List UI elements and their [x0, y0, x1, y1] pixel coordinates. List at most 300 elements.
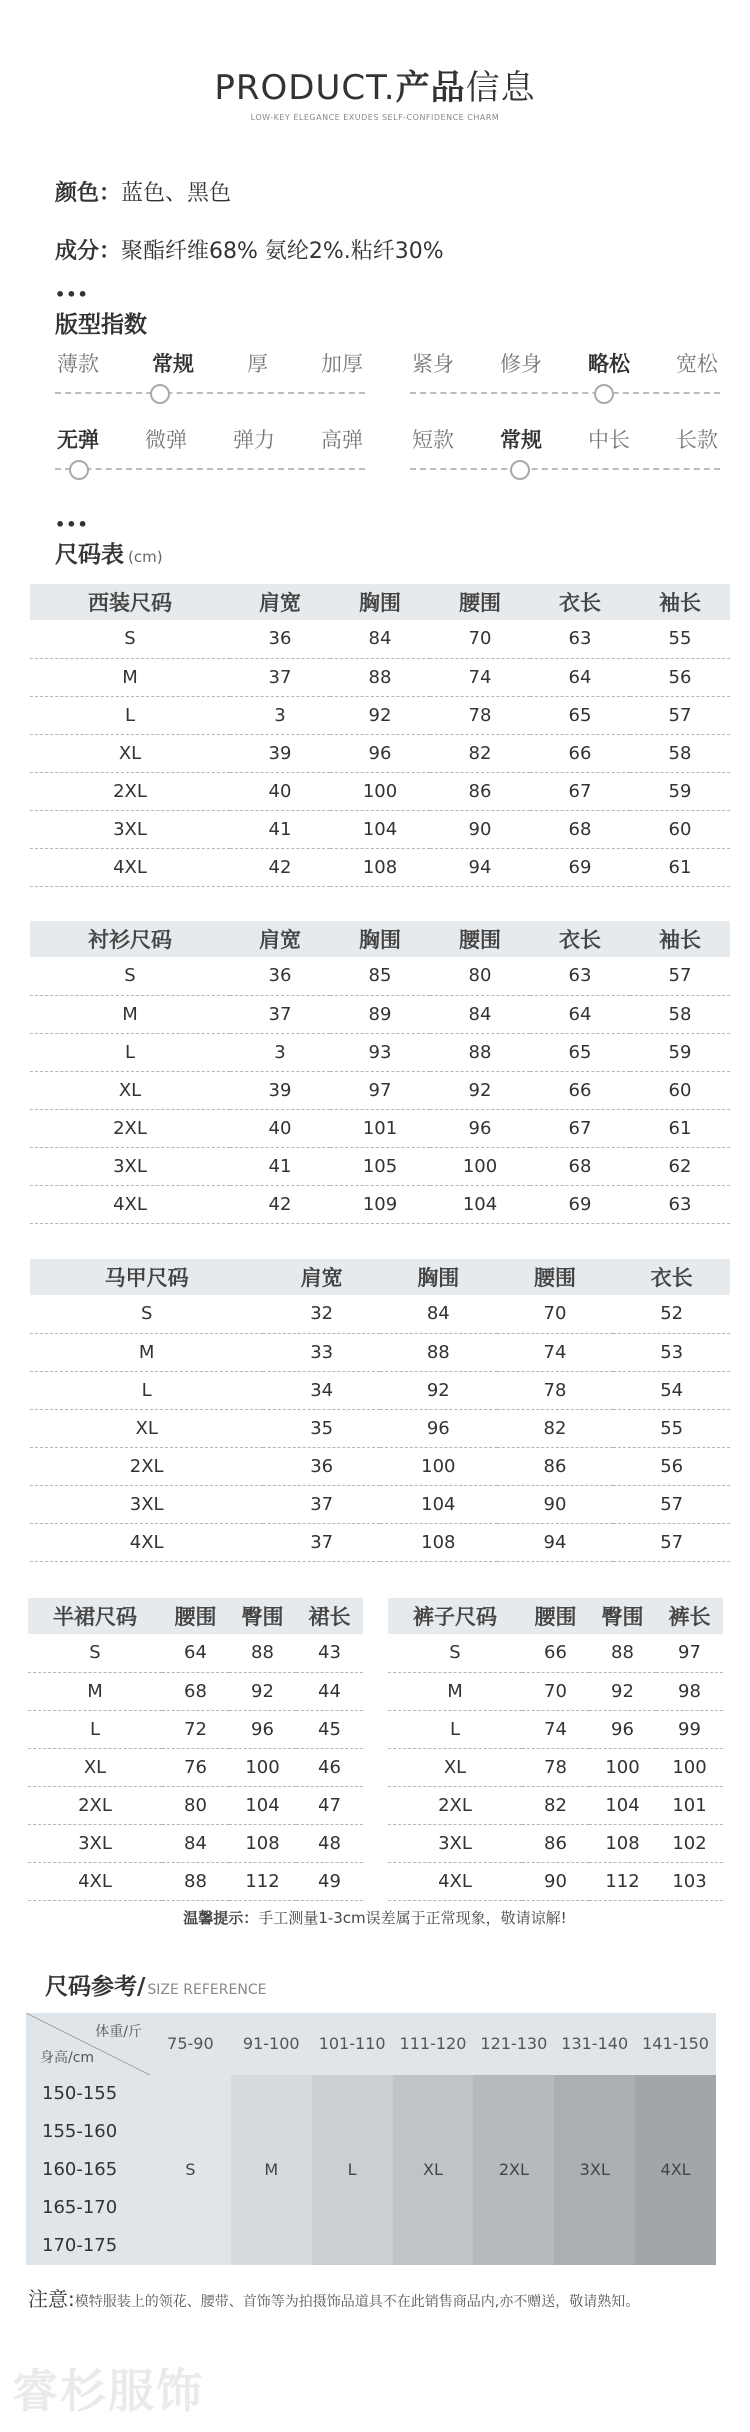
table-cell: 100	[229, 1748, 296, 1786]
table-cell: 42	[230, 1185, 330, 1223]
table-cell: M	[30, 1333, 263, 1371]
height-label: 150-155	[42, 2083, 118, 2104]
table-cell: 4XL	[30, 1185, 230, 1223]
table-cell: 55	[630, 620, 730, 658]
table-row	[30, 1147, 730, 1185]
table-cell: 33	[263, 1333, 380, 1371]
table-cell: S	[388, 1634, 522, 1672]
table-cell: M	[28, 1672, 162, 1710]
table-cell: 61	[630, 848, 730, 886]
table-row	[30, 957, 730, 995]
table-cell: 82	[497, 1409, 614, 1447]
table-row	[388, 1672, 723, 1710]
table-cell: 59	[630, 772, 730, 810]
table-cell: 84	[380, 1295, 497, 1333]
table-cell: 44	[296, 1672, 363, 1710]
scale-label: 修身	[500, 352, 542, 376]
table-cell: 86	[522, 1824, 589, 1862]
table-header-row	[30, 1259, 730, 1295]
table-cell: 80	[162, 1786, 229, 1824]
table-cell: 92	[430, 1071, 530, 1109]
table-cell: 65	[530, 1033, 630, 1071]
table-row	[30, 1447, 730, 1485]
scale-line	[410, 468, 720, 470]
table-cell: 96	[380, 1409, 497, 1447]
table-cell: 109	[330, 1185, 430, 1223]
scale-label: 长款	[676, 428, 718, 452]
scale-label: 常规	[500, 428, 542, 452]
table-cell: 47	[296, 1786, 363, 1824]
table-header-row	[30, 921, 730, 957]
table-row	[388, 1862, 723, 1900]
height-label: 155-160	[42, 2121, 118, 2142]
column-header: 衣长	[613, 1259, 730, 1295]
column-header: 裙长	[296, 1598, 363, 1634]
table-cell: 96	[330, 734, 430, 772]
table-cell: 3XL	[30, 1485, 263, 1523]
table-cell: 74	[522, 1710, 589, 1748]
table-cell: 2XL	[30, 1447, 263, 1485]
table-row	[30, 1185, 730, 1223]
table-cell: 3	[230, 1033, 330, 1071]
size-reference-chart	[26, 2013, 716, 2265]
scale-label: 高弹	[321, 428, 363, 452]
scale-marker	[510, 460, 530, 480]
column-header: 胸围	[330, 584, 430, 620]
table-row	[28, 1634, 363, 1672]
fit-section-dots: •••	[55, 285, 89, 304]
table-cell: 41	[230, 810, 330, 848]
table-row	[30, 848, 730, 886]
table-cell: 69	[530, 1185, 630, 1223]
table-cell: 67	[530, 1109, 630, 1147]
table-cell: 69	[530, 848, 630, 886]
table-cell: 94	[430, 848, 530, 886]
table-cell: 3XL	[388, 1824, 522, 1862]
table-cell: 74	[430, 658, 530, 696]
table-cell: 78	[497, 1371, 614, 1409]
weight-label: 131-140	[561, 2034, 629, 2053]
table-cell: 88	[330, 658, 430, 696]
scale-line	[55, 468, 365, 470]
scale-label: 短款	[412, 428, 454, 452]
size-band: S	[150, 2075, 231, 2265]
table-cell: 70	[430, 620, 530, 658]
table-row	[28, 1710, 363, 1748]
table-cell: 100	[589, 1748, 656, 1786]
table-cell: 37	[263, 1485, 380, 1523]
column-header: 臀围	[589, 1598, 656, 1634]
table-cell: 34	[263, 1371, 380, 1409]
table-cell: 96	[589, 1710, 656, 1748]
scale-label: 弹力	[233, 428, 275, 452]
table-cell: 88	[430, 1033, 530, 1071]
column-header: 胸围	[380, 1259, 497, 1295]
table-row	[30, 1333, 730, 1371]
table-cell: 48	[296, 1824, 363, 1862]
weight-label: 121-130	[480, 2034, 548, 2053]
table-cell: 102	[656, 1824, 723, 1862]
table-cell: 3	[230, 696, 330, 734]
table-cell: 103	[656, 1862, 723, 1900]
table-cell: XL	[30, 1409, 263, 1447]
size-reference-title: 尺码参考/ SIZE REFERENCE	[45, 1974, 267, 2000]
column-header: 肩宽	[263, 1259, 380, 1295]
table-cell: 93	[330, 1033, 430, 1071]
model-note: 注意:模特服装上的领花、腰带、首饰等为拍摄饰品道具不在此销售商品内,亦不赠送，敬请熟知。	[28, 2287, 640, 2311]
table-cell: 70	[522, 1672, 589, 1710]
column-header: 腰围	[497, 1259, 614, 1295]
table-cell: 101	[330, 1109, 430, 1147]
table-cell: 60	[630, 810, 730, 848]
table-cell: 99	[656, 1710, 723, 1748]
measurement-tip: 温馨提示：手工测量1-3cm误差属于正常现象，敬请谅解!	[183, 1909, 567, 1927]
weight-label: 101-110	[318, 2034, 386, 2053]
table-cell: 82	[430, 734, 530, 772]
table-cell: 62	[630, 1147, 730, 1185]
table-cell: 37	[263, 1523, 380, 1561]
shirt-size-table	[30, 921, 730, 1224]
table-cell: 66	[530, 734, 630, 772]
column-header: 肩宽	[230, 584, 330, 620]
table-row	[30, 1071, 730, 1109]
column-header: 西装尺码	[30, 584, 230, 620]
table-cell: 58	[630, 734, 730, 772]
table-cell: 89	[330, 995, 430, 1033]
table-cell: 76	[162, 1748, 229, 1786]
table-cell: 64	[530, 995, 630, 1033]
vest-size-table	[30, 1259, 730, 1562]
table-row	[30, 810, 730, 848]
table-cell: L	[28, 1710, 162, 1748]
table-cell: 4XL	[30, 848, 230, 886]
table-row	[30, 772, 730, 810]
weight-label: 111-120	[399, 2034, 467, 2053]
table-cell: 57	[613, 1523, 730, 1561]
table-row	[28, 1786, 363, 1824]
table-cell: 90	[430, 810, 530, 848]
table-cell: 4XL	[388, 1862, 522, 1900]
height-label: 170-175	[42, 2235, 118, 2256]
table-cell: S	[28, 1634, 162, 1672]
table-row	[30, 1485, 730, 1523]
height-list	[26, 2075, 150, 2265]
table-cell: 3XL	[30, 810, 230, 848]
table-cell: 100	[656, 1748, 723, 1786]
size-band: L	[312, 2075, 393, 2265]
table-cell: XL	[30, 1071, 230, 1109]
table-cell: 32	[263, 1295, 380, 1333]
table-cell: 104	[430, 1185, 530, 1223]
table-cell: 100	[380, 1447, 497, 1485]
table-cell: 104	[229, 1786, 296, 1824]
table-cell: XL	[30, 734, 230, 772]
table-cell: 56	[630, 658, 730, 696]
table-cell: 60	[630, 1071, 730, 1109]
table-cell: 57	[630, 957, 730, 995]
table-cell: 59	[630, 1033, 730, 1071]
table-cell: 104	[380, 1485, 497, 1523]
table-cell: 88	[589, 1634, 656, 1672]
table-cell: 64	[530, 658, 630, 696]
column-header: 马甲尺码	[30, 1259, 263, 1295]
table-cell: 4XL	[30, 1523, 263, 1561]
table-cell: 68	[530, 810, 630, 848]
table-row	[30, 696, 730, 734]
table-cell: 63	[630, 1185, 730, 1223]
table-cell: 2XL	[28, 1786, 162, 1824]
table-cell: 86	[430, 772, 530, 810]
column-header: 肩宽	[230, 921, 330, 957]
scale-marker	[150, 384, 170, 404]
column-header: 半裙尺码	[28, 1598, 162, 1634]
table-cell: M	[30, 658, 230, 696]
table-cell: 84	[430, 995, 530, 1033]
table-row	[30, 1033, 730, 1071]
table-header-row	[28, 1598, 363, 1634]
column-header: 腰围	[430, 921, 530, 957]
scale-line	[55, 392, 365, 394]
table-row	[30, 995, 730, 1033]
scale-label: 宽松	[676, 352, 718, 376]
table-cell: 66	[522, 1634, 589, 1672]
table-cell: 36	[230, 957, 330, 995]
column-header: 胸围	[330, 921, 430, 957]
table-cell: 2XL	[30, 1109, 230, 1147]
table-cell: 42	[230, 848, 330, 886]
table-cell: 112	[229, 1862, 296, 1900]
brand-watermark: 睿杉服饰	[12, 2364, 204, 2418]
table-row	[30, 1523, 730, 1561]
size-band: M	[231, 2075, 312, 2265]
table-row	[388, 1634, 723, 1672]
column-header: 臀围	[229, 1598, 296, 1634]
table-cell: 49	[296, 1862, 363, 1900]
table-cell: S	[30, 620, 230, 658]
table-row	[30, 1109, 730, 1147]
table-cell: 57	[630, 696, 730, 734]
table-row	[28, 1672, 363, 1710]
column-header: 腰围	[162, 1598, 229, 1634]
table-cell: 84	[330, 620, 430, 658]
table-cell: 61	[630, 1109, 730, 1147]
table-cell: 108	[589, 1824, 656, 1862]
table-cell: 66	[530, 1071, 630, 1109]
column-header: 裤子尺码	[388, 1598, 522, 1634]
weight-label: 91-100	[242, 2034, 300, 2053]
table-row	[30, 620, 730, 658]
table-cell: 70	[497, 1295, 614, 1333]
table-cell: 65	[530, 696, 630, 734]
column-header: 裤长	[656, 1598, 723, 1634]
table-cell: 41	[230, 1147, 330, 1185]
size-band: 3XL	[554, 2075, 635, 2265]
table-cell: 74	[497, 1333, 614, 1371]
table-cell: XL	[388, 1748, 522, 1786]
table-cell: 43	[296, 1634, 363, 1672]
column-header: 腰围	[430, 584, 530, 620]
table-row	[388, 1824, 723, 1862]
table-header-row	[30, 584, 730, 620]
length-scale	[410, 424, 720, 504]
suit-size-table	[30, 584, 730, 887]
page-subtitle: LOW-KEY ELEGANCE EXUDES SELF-CONFIDENCE CHARM	[250, 113, 500, 122]
table-row	[28, 1862, 363, 1900]
scale-line	[410, 392, 720, 394]
table-cell: 56	[613, 1447, 730, 1485]
table-cell: 82	[522, 1786, 589, 1824]
table-cell: 108	[330, 848, 430, 886]
column-header: 衬衫尺码	[30, 921, 230, 957]
scale-label: 紧身	[412, 352, 454, 376]
table-cell: 40	[230, 1109, 330, 1147]
column-header: 衣长	[530, 584, 630, 620]
table-cell: L	[30, 1033, 230, 1071]
scale-marker	[594, 384, 614, 404]
table-cell: 92	[380, 1371, 497, 1409]
column-header: 袖长	[630, 921, 730, 957]
table-cell: 55	[613, 1409, 730, 1447]
table-cell: 90	[497, 1485, 614, 1523]
table-cell: M	[388, 1672, 522, 1710]
scale-marker	[69, 460, 89, 480]
table-cell: 96	[229, 1710, 296, 1748]
size-band: XL	[393, 2075, 474, 2265]
table-cell: 88	[380, 1333, 497, 1371]
table-cell: 64	[162, 1634, 229, 1672]
color-property: 颜色：蓝色、黑色	[55, 181, 232, 206]
page-title: PRODUCT.产品信息	[214, 68, 536, 108]
table-cell: 39	[230, 1071, 330, 1109]
elasticity-scale	[55, 424, 365, 504]
table-row	[30, 1371, 730, 1409]
table-cell: 53	[613, 1333, 730, 1371]
table-cell: 92	[330, 696, 430, 734]
table-cell: 101	[656, 1786, 723, 1824]
table-cell: 72	[162, 1710, 229, 1748]
table-cell: 88	[162, 1862, 229, 1900]
table-row	[28, 1824, 363, 1862]
scale-label: 加厚	[321, 352, 363, 376]
size-band: 4XL	[635, 2075, 716, 2265]
scale-label: 厚	[247, 352, 268, 376]
scale-label: 略松	[588, 352, 630, 376]
height-label: 160-165	[42, 2159, 118, 2180]
table-cell: 85	[330, 957, 430, 995]
scale-label: 常规	[152, 352, 194, 376]
fit-section-title: 版型指数	[55, 312, 147, 338]
table-cell: 35	[263, 1409, 380, 1447]
column-header: 袖长	[630, 584, 730, 620]
product-header	[0, 60, 750, 122]
table-cell: 68	[530, 1147, 630, 1185]
table-cell: 37	[230, 995, 330, 1033]
reference-corner: 体重/斤 身高/cm	[26, 2013, 150, 2075]
scale-label: 无弹	[57, 428, 99, 452]
table-cell: 68	[162, 1672, 229, 1710]
table-cell: S	[30, 957, 230, 995]
table-cell: L	[388, 1710, 522, 1748]
table-cell: 40	[230, 772, 330, 810]
table-cell: 57	[613, 1485, 730, 1523]
table-cell: 46	[296, 1748, 363, 1786]
table-cell: 97	[656, 1634, 723, 1672]
table-cell: 108	[380, 1523, 497, 1561]
table-cell: 54	[613, 1371, 730, 1409]
scale-label: 中长	[588, 428, 630, 452]
table-cell: 104	[589, 1786, 656, 1824]
table-cell: 88	[229, 1634, 296, 1672]
table-row	[28, 1748, 363, 1786]
fit-scale	[410, 348, 720, 428]
table-cell: XL	[28, 1748, 162, 1786]
skirt-size-table	[28, 1598, 363, 1901]
height-label: 165-170	[42, 2197, 118, 2218]
size-section-title: 尺码表 (cm)	[55, 542, 163, 568]
scale-label: 微弹	[145, 428, 187, 452]
thickness-scale	[55, 348, 365, 428]
table-cell: 52	[613, 1295, 730, 1333]
table-cell: 67	[530, 772, 630, 810]
size-band: 2XL	[473, 2075, 554, 2265]
table-cell: 39	[230, 734, 330, 772]
table-row	[30, 1295, 730, 1333]
table-cell: 36	[263, 1447, 380, 1485]
table-cell: 108	[229, 1824, 296, 1862]
table-cell: 97	[330, 1071, 430, 1109]
table-cell: 100	[430, 1147, 530, 1185]
table-cell: 90	[522, 1862, 589, 1900]
table-row	[30, 1409, 730, 1447]
table-cell: 2XL	[30, 772, 230, 810]
table-row	[30, 734, 730, 772]
table-cell: 98	[656, 1672, 723, 1710]
table-cell: 112	[589, 1862, 656, 1900]
table-cell: 104	[330, 810, 430, 848]
table-cell: 86	[497, 1447, 614, 1485]
material-property: 成分：聚酯纤维68% 氨纶2%.粘纤30%	[55, 239, 444, 264]
table-cell: 96	[430, 1109, 530, 1147]
table-cell: 78	[430, 696, 530, 734]
table-row	[388, 1710, 723, 1748]
table-cell: 92	[589, 1672, 656, 1710]
column-header: 衣长	[530, 921, 630, 957]
table-cell: 105	[330, 1147, 430, 1185]
table-row	[30, 658, 730, 696]
table-cell: 94	[497, 1523, 614, 1561]
table-cell: S	[30, 1295, 263, 1333]
table-cell: 4XL	[28, 1862, 162, 1900]
column-header: 腰围	[522, 1598, 589, 1634]
table-cell: 92	[229, 1672, 296, 1710]
table-row	[388, 1748, 723, 1786]
table-cell: L	[30, 696, 230, 734]
table-cell: 3XL	[30, 1147, 230, 1185]
weight-label: 141-150	[642, 2034, 709, 2053]
table-header-row	[388, 1598, 723, 1634]
table-cell: 58	[630, 995, 730, 1033]
pants-size-table	[388, 1598, 723, 1901]
table-cell: 45	[296, 1710, 363, 1748]
scale-label: 薄款	[57, 352, 99, 376]
table-cell: 100	[330, 772, 430, 810]
table-cell: 37	[230, 658, 330, 696]
table-cell: L	[30, 1371, 263, 1409]
table-cell: 78	[522, 1748, 589, 1786]
table-cell: 63	[530, 957, 630, 995]
table-cell: 84	[162, 1824, 229, 1862]
table-cell: 36	[230, 620, 330, 658]
